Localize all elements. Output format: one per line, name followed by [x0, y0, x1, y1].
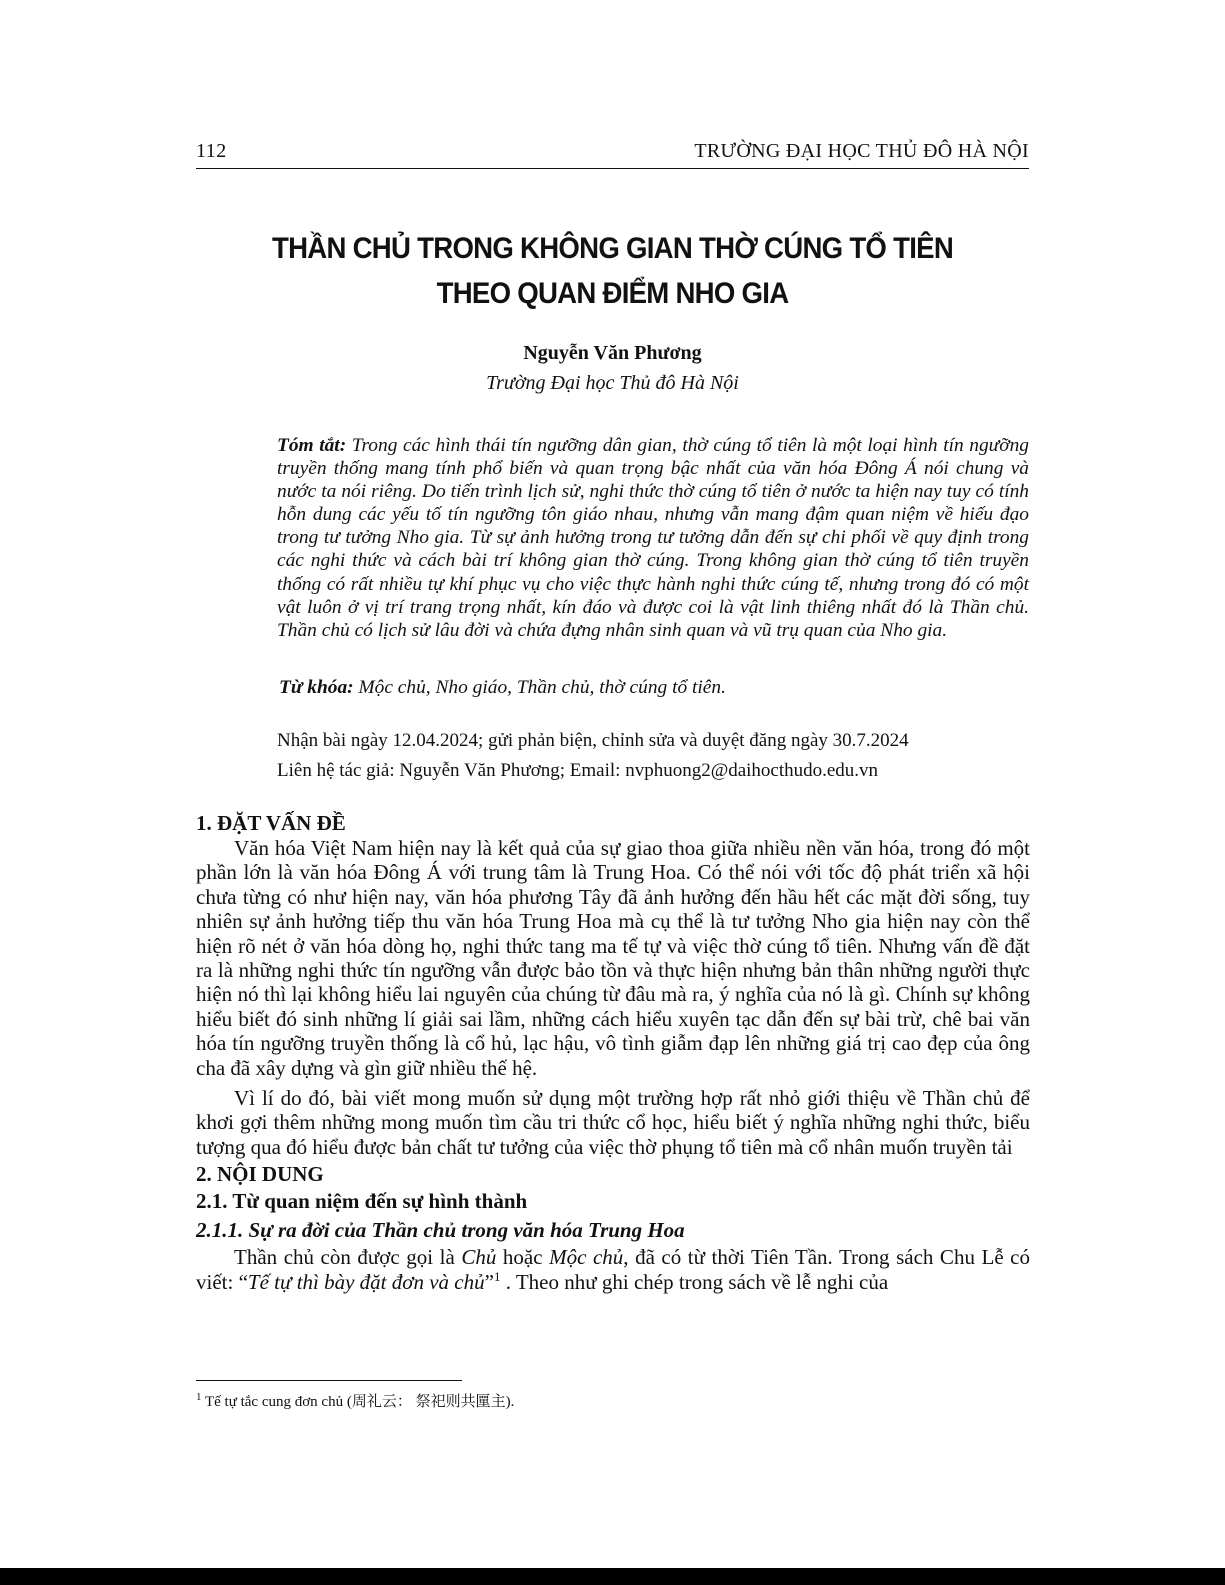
scan-bottom-bar	[0, 1568, 1225, 1585]
section-2-heading: 2. NỘI DUNG	[196, 1162, 324, 1187]
footnote	[196, 1390, 514, 1411]
keywords	[279, 677, 1031, 699]
section-2-paragraph-1: Thần chủ còn được gọi là Chủ hoặc Mộc chủ, đã có từ thời Tiên Tần. Trong sách Chu Lễ có viết: “Tế tự thì bày đặt đơn và chủ”$^1$ . Theo như ghi chép trong sách về lễ nghi của	[196, 1245, 1030, 1294]
title-line-2: THEO QUAN ĐIỂM NHO GIA	[436, 277, 789, 310]
footnote-rule	[196, 1380, 462, 1381]
title-line-1: THẦN CHỦ TRONG KHÔNG GIAN THỜ CÚNG TỔ TIÊN	[271, 232, 954, 265]
footnote-ref[interactable]: 1	[493, 1268, 501, 1284]
section-1-paragraph-1: Văn hóa Việt Nam hiện nay là kết quả của sự giao thoa giữa nhiều nền văn hóa, trong đó một phần lớn là văn hóa Đông Á với trung tâm là Trung Hoa. Có thể nói với tốc độ phát triển xã hội chưa từng có như hiện nay, văn hóa phương Tây đã ảnh hưởng đến hầu hết các mặt đời sống, tuy nhiên sự ảnh hưởng tiếp thu văn hóa Trung Hoa mà cụ thể là tư tưởng Nho gia hiện nay còn thể hiện rõ nét ở văn hóa dòng họ, nghi thức tang ma tế tự và việc thờ cúng tổ tiên. Nhưng vấn đề đặt ra là những nghi thức tín ngưỡng vẫn được bảo tồn và thực hiện nhưng bản thân những người thực hiện nó thì lại không hiểu lai nguyên của chúng từ đâu mà ra, ý nghĩa của nó là gì. Chính sự không hiểu biết đó sinh những lí giải sai lầm, những cách hiểu xuyên tạc dẫn đến sự bài trừ, chê bai văn hóa tín ngưỡng truyền thống là cổ hủ, lạc hậu, vô tình giẫm đạp lên những giá trị cao đẹp của ông cha đã xây dựng và gìn giữ nhiều thế hệ.	[196, 836, 1030, 1080]
running-header	[196, 140, 1029, 169]
journal-name: TRƯỜNG ĐẠI HỌC THỦ ĐÔ HÀ NỘI	[694, 140, 1029, 162]
abstract-label: Tóm tắt:	[277, 435, 347, 456]
page-number: 112	[196, 140, 227, 162]
abstract	[277, 434, 1029, 642]
keywords-text: Mộc chủ, Nho giáo, Thần chủ, thờ cúng tổ tiên.	[358, 677, 726, 698]
author-name: Nguyễn Văn Phương	[523, 342, 702, 364]
footnote-text: Tế tự tắc cung đơn chủ (周礼云： 祭祀则共匰主).	[204, 1394, 515, 1410]
article-meta	[277, 726, 1037, 786]
section-1-paragraph-2: Vì lí do đó, bài viết mong muốn sử dụng một trường hợp rất nhỏ giới thiệu về Thần chủ để khơi gợi thêm những mong muốn tìm cầu tri thức cổ học, hiểu biết ý nghĩa những nghi thức, biểu tượng qua đó hiểu được bản chất tư tưởng của việc thờ phụng tổ tiên mà cổ nhân muốn truyền tải	[196, 1086, 1030, 1159]
subsection-2-1-heading: 2.1. Từ quan niệm đến sự hình thành	[196, 1189, 528, 1214]
article-body	[196, 810, 1030, 1294]
paper-title	[229, 226, 995, 316]
footnote-number: 1	[196, 1391, 202, 1403]
subsection-2-1-1-heading: 2.1.1. Sự ra đời của Thần chủ trong văn hóa Trung Hoa	[196, 1218, 685, 1243]
keywords-label: Từ khóa:	[279, 677, 354, 698]
section-1-heading: 1. ĐẶT VẤN ĐỀ	[196, 811, 346, 835]
author-contact: Liên hệ tác giả: Nguyễn Văn Phương; Email: nvphuong2@daihocthudo.edu.vn	[277, 760, 879, 781]
abstract-text: Trong các hình thái tín ngưỡng dân gian, thờ cúng tổ tiên là một loại hình tín ngưỡng truyền thống mang tính phổ biến và quan trọng bậc nhất của văn hóa Đông Á nói chung và nước ta nói riêng. Do tiến trình lịch sử, nghi thức thờ cúng tổ tiên ở nước ta hiện nay tuy có tính hỗn dung các yếu tố tín ngưỡng tôn giáo nhau, nhưng vẫn mang đậm quan niệm về hiếu đạo trong tư tưởng Nho gia. Từ sự ảnh hưởng trong tư tưởng dẫn đến sự chi phối về quy định trong các nghi thức và cách bài trí không gian thờ cúng. Trong không gian thờ cúng tổ tiên truyền thống có rất nhiều tự khí phục vụ cho việc thực hành nghi thức cúng tế, nhưng trong đó có một vật luôn ở vị trí trang trọng nhất, kín đáo và được coi là vật linh thiêng nhất đó là Thần chủ. Thần chủ có lịch sử lâu đời và chứa đựng nhân sinh quan và vũ trụ quan của Nho gia.	[277, 435, 1029, 641]
received-dates: Nhận bài ngày 12.04.2024; gửi phản biện, chỉnh sửa và duyệt đăng ngày 30.7.2024	[277, 730, 909, 751]
author-affiliation: Trường Đại học Thủ đô Hà Nội	[486, 372, 739, 394]
